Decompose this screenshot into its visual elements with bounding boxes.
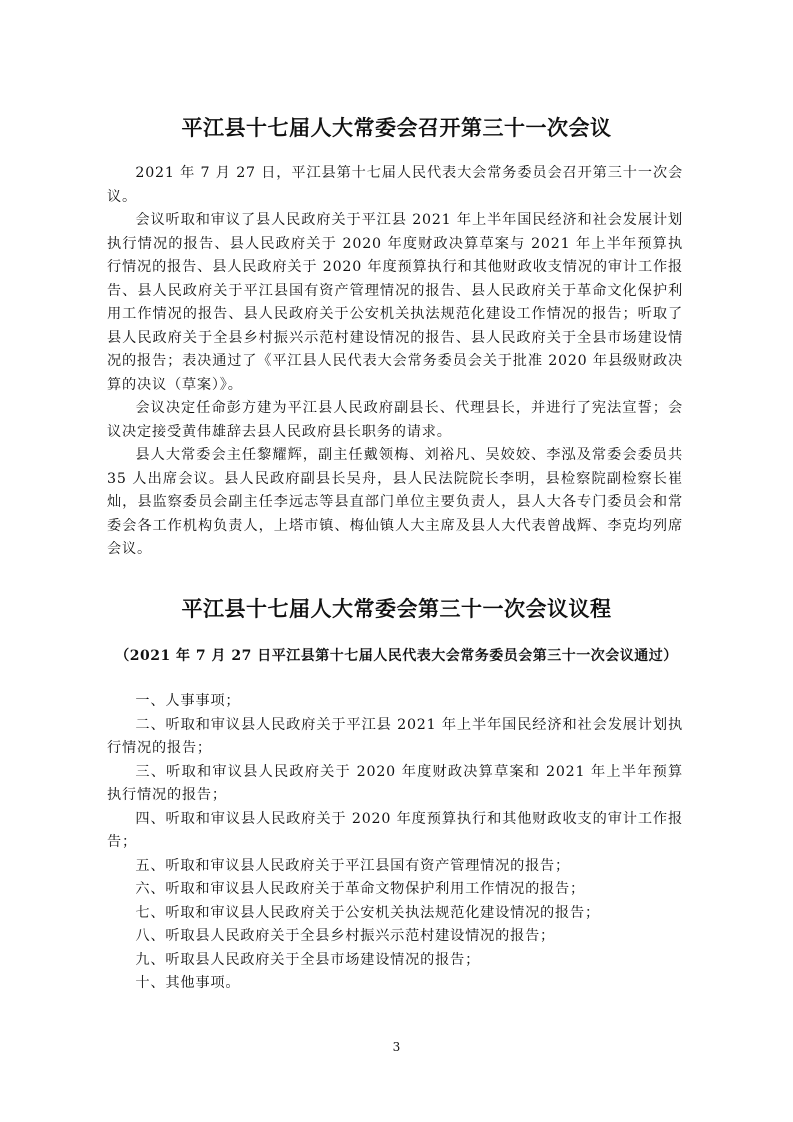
agenda-item: 九、听取县人民政府关于全县市场建设情况的报告； [135,951,481,968]
page-title: 平江县十七届人大常委会召开第三十一次会议 [181,116,612,140]
agenda-item: 三、听取和审议县人民政府关于 2020 年度财政决算草案和 2021 年上半年预算执行情况的报告； [107,763,683,803]
paragraph-date: 2021 年 7 月 27 日，平江县第十七届人民代表大会常务委员会召开第三十一次会议。 [107,165,683,205]
agenda-item: 十、其他事项。 [135,975,241,991]
agenda-subtitle: （2021 年 7 月 27 日平江县第十七届人民代表大会常务委员会第三十一次会议通过） [115,648,678,664]
agenda-item: 六、听取和审议县人民政府关于革命文物保护利用工作情况的报告； [135,881,586,897]
agenda-item: 八、听取县人民政府关于全县乡村振兴示范村建设情况的报告； [135,928,556,944]
agenda-item: 五、听取和审议县人民政府关于平江县国有资产管理情况的报告； [135,857,571,874]
news-body [107,162,683,562]
agenda-item: 一、人事事项； [135,693,241,709]
paragraph-attendees: 县人大常委会主任黎耀辉，副主任戴领梅、刘裕凡、吴姣姣、李泓及常委会委员共 35 人出席会议。县人民政府副县长吴舟，县人民法院院长李明，县检察院副检察长崔灿，县监察委员会副主任李远志等县直部门单位主要负责人，县人大各专门委员会和常委会各工作机构负责人，上塔市镇、梅仙镇人大主席及县人大代表曾战辉、李克均列席会议。 [107,447,683,557]
agenda-item: 二、听取和审议县人民政府关于平江县 2021 年上半年国民经济和社会发展计划执行情况的报告； [107,716,683,756]
agenda-item: 七、听取和审议县人民政府关于公安机关执法规范化建设情况的报告； [135,904,601,921]
paragraph-reports: 会议听取和审议了县人民政府关于平江县 2021 年上半年国民经济和社会发展计划执行情况的报告、县人民政府关于 2020 年度财政决算草案与 2021 年上半年预算执行情况的报告、县人民政府关于 2020 年度预算执行和其他财政收支情况的审计工作报告、县人民政府关于平江县国有资产管理情况的报告、县人民政府关于革命文化保护利用工作情况的报告、县人民政府关于公安机关执法规范化建设工作情况的报告；听取了县人民政府关于全县乡村振兴示范村建设情况的报告、县人民政府关于全县市场建设情况的报告；表决通过了《平江县人民代表大会常务委员会关于批准 2020 年县级财政决算的决议（草案）》。 [107,212,683,393]
agenda-item: 四、听取和审议县人民政府关于 2020 年度预算执行和其他财政收支的审计工作报告； [107,810,683,850]
agenda-list [107,690,683,996]
paragraph-appointment: 会议决定任命彭方建为平江县人民政府副县长、代理县长，并进行了宪法宣誓；会议决定接受黄伟雄辞去县人民政府县长职务的请求。 [107,400,683,440]
agenda-title: 平江县十七届人大常委会第三十一次会议议程 [181,597,612,621]
page-number: 3 [392,1040,401,1054]
